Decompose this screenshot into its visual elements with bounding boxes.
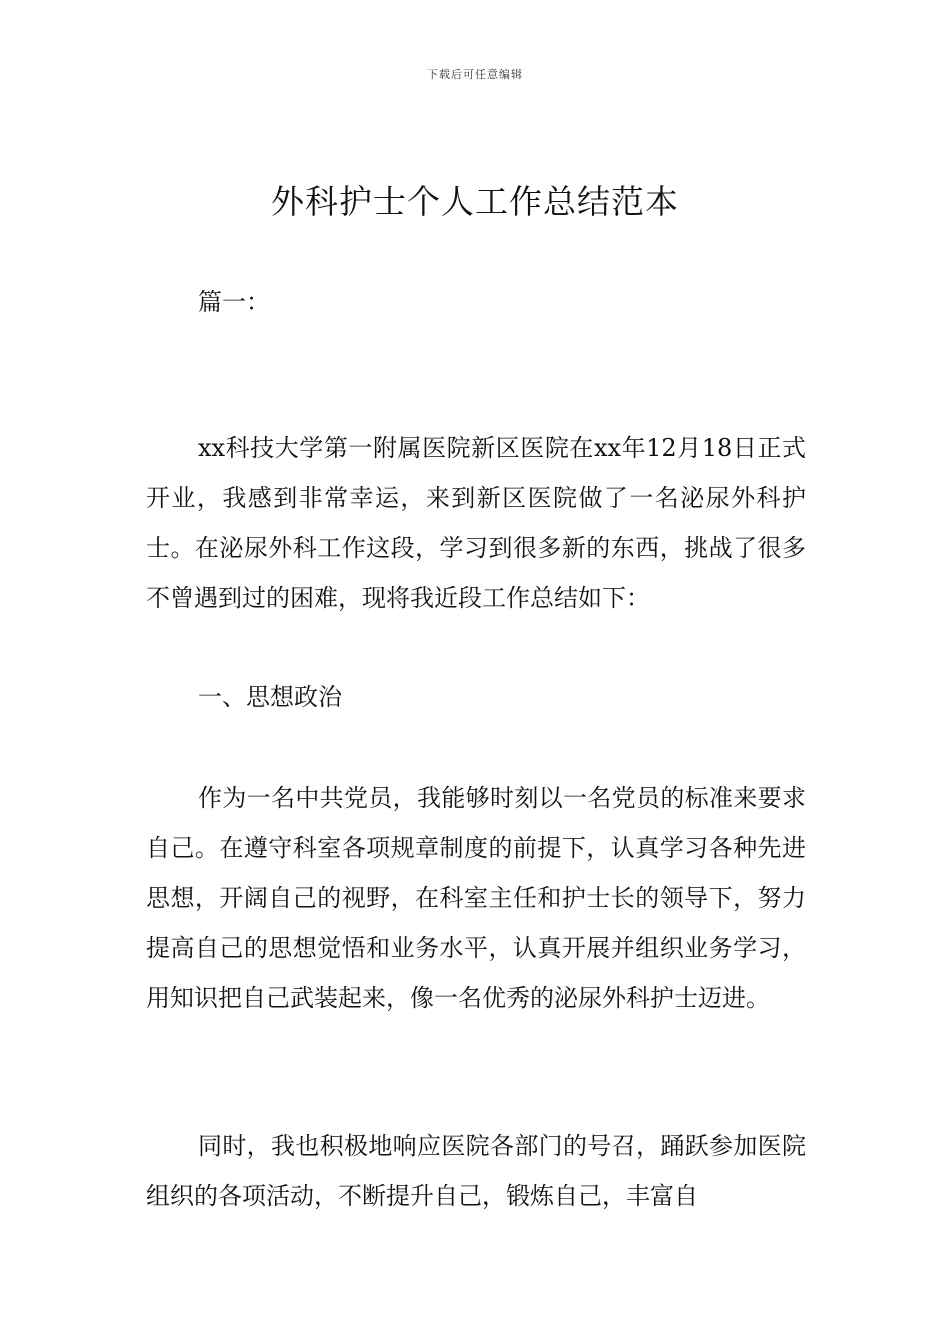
header-note: 下载后可任意编辑	[427, 68, 523, 81]
section-heading: 一、思想政治	[198, 683, 342, 711]
body-paragraph: 同时，我也积极地响应医院各部门的号召，踊跃参加医院组织的各项活动，不断提升自己，锻炼自己，丰富自	[146, 1132, 806, 1210]
body-paragraph: 作为一名中共党员，我能够时刻以一名党员的标准来要求自己。在遵守科室各项规章制度的前提下，认真学习各种先进思想，开阔自己的视野，在科室主任和护士长的领导下，努力提高自己的思想觉悟和业务水平，认真开展并组织业务学习，用知识把自己武装起来，像一名优秀的泌尿外科护士迈进。	[146, 784, 806, 1012]
part-label: 篇一：	[198, 288, 270, 316]
document-title: 外科护士个人工作总结范本	[271, 182, 679, 221]
intro-paragraph: xx科技大学第一附属医院新区医院在xx年12月18日正式开业，我感到非常幸运，来到新区医院做了一名泌尿外科护士。在泌尿外科工作这段，学习到很多新的东西，挑战了很多不曾遇到过的困难，现将我近段工作总结如下：	[146, 434, 806, 612]
